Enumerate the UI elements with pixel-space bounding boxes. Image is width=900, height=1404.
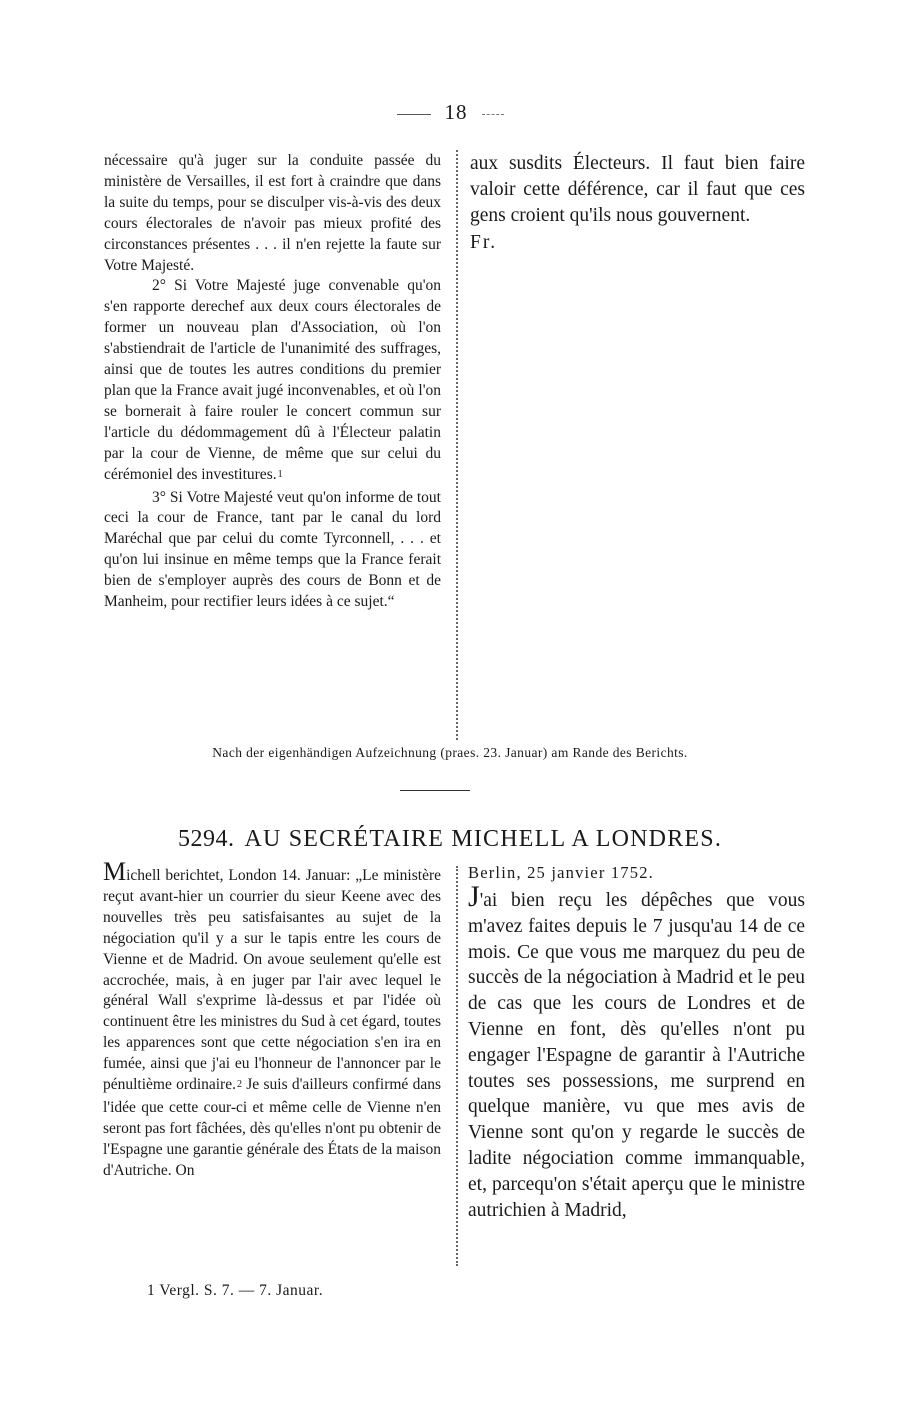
letter-body <box>468 880 805 1223</box>
header-dash-right <box>482 114 504 115</box>
dropcap-j: J <box>468 880 480 913</box>
footnote: 1 Vergl. S. 7. — 7. Januar. <box>147 1282 324 1299</box>
bottom-left-column <box>103 857 441 1182</box>
paragraph-2 <box>104 276 441 487</box>
signature: Fr. <box>470 232 498 254</box>
document-title: AU SECRÉTAIRE MICHELL A LONDRES. <box>244 826 723 852</box>
document-number: 5294. <box>177 826 235 852</box>
column-divider-top <box>456 150 458 740</box>
footnote-ref-2: 2 <box>236 1079 242 1091</box>
column-divider-bottom <box>456 866 458 1266</box>
report-text: ichell berichtet, London 14. Januar: „Le ministère reçut avant-hier un courrier du sieur Keene avec des nouvelles très peu satisfaisantes au sujet de la négociation qu'il y a sur le tapis entre les cours de Vienne et de Madrid. On avoue seulement qu'elle est accrochée, mais, à en juger par l'air avec lequel le général Wall s'exprime là-dessus et par l'idée où continuent être les ministres du Sud à cet égard, toutes les apparences sont que cette négociation s'en ira en fumée, ainsi que j'ai eu l'honneur de l'annoncer par le pénultième ordinaire. <box>103 867 441 1094</box>
section-divider <box>400 790 470 791</box>
report-text-cont: Je suis d'ailleurs confirmé dans l'idée que cette cour-ci et même celle de Vienne n'en seront pas fort fâchées, dès qu'elles n'ont pu obtenir de l'Espagne une garantie générale des États de la maison d'Autriche. On <box>103 1076 441 1179</box>
document-heading <box>0 826 900 853</box>
paragraph-2-text: 2° Si Votre Majesté juge convenable qu'on s'en rapporte derechef aux deux cours électorales de former un nouveau plan d'Association, où l'on s'abstiendrait de l'article de l'unanimité des suffrages, ainsi que de toutes les autres conditions du premier plan que la France avait jugé inconvenables, et où l'on se bornerait à faire rouler le concert commun sur l'article du dédommagement dû à l'Électeur palatin par la cour de Vienne, de même que sur celui du cérémoniel des investitures. <box>104 277 441 483</box>
paragraph-1: nécessaire qu'à juger sur la conduite passée du ministère de Versailles, il est fort à craindre que dans la suite du temps, pour se disculper vis-à-vis des deux cours électorales de n'avoir pas mieux profité des circonstances présentes . . . il n'en rejette la faute sur Votre Majesté. <box>104 152 441 274</box>
dateline: Berlin, 25 janvier 1752. <box>468 863 654 882</box>
page-number: 18 <box>444 100 468 124</box>
bottom-right-column <box>468 862 805 1223</box>
footnote-ref-1: 1 <box>277 468 283 480</box>
dropcap-m: M <box>103 857 127 886</box>
paragraph-3: 3° Si Votre Majesté veut qu'on informe de tout ceci la cour de France, tant par le canal du lord Maréchal que par celui du comte Tyrconnell, . . . et qu'on lui insinue en même temps que la France ferait bien de s'employer auprès des cours de Bonn et de Manheim, pour rectifier leurs idées à ce sujet.“ <box>104 488 441 611</box>
page-number-header <box>0 100 900 125</box>
top-left-column <box>104 151 441 613</box>
source-note: Nach der eigenhändigen Aufzeichnung (praes. 23. Januar) am Rande des Berichts. <box>212 745 688 760</box>
top-right-column <box>470 151 805 256</box>
report-summary <box>103 857 441 1182</box>
header-dash-left <box>397 114 431 115</box>
closing-text: aux susdits Électeurs. Il faut bien faire valoir cette déférence, car il faut que ces gens croient qu'ils nous gouvernent. <box>470 153 805 226</box>
letter-text: 'ai bien reçu les dépêches que vous m'avez faites depuis le 7 jusqu'au 14 de ce mois. Ce que vous me marquez du peu de succès de la négociation à Madrid et le peu de cas que les cours de Londres et de Vienne en font, dès qu'elles n'ont pu engager l'Espagne de garantir à l'Autriche toutes ses possessions, me surprend en quelque manière, vu que mes avis de Vienne sont qu'on y regarde le succès de ladite négociation comme immanquable, et, parcequ'on s'était aperçu que le ministre autrichien à Madrid, <box>468 890 805 1221</box>
